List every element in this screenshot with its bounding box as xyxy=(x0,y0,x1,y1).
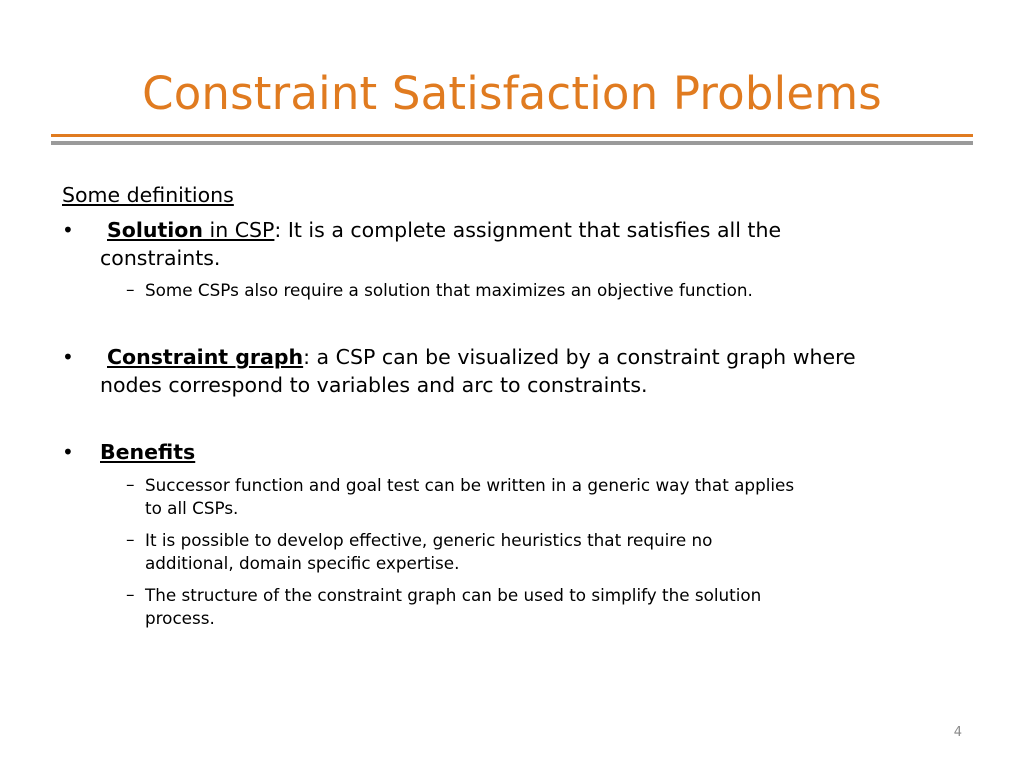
constraint-graph-definition-line2: nodes correspond to variables and arc to constraints. xyxy=(100,373,648,397)
bullet-marker: • xyxy=(62,345,74,369)
benefit-item-1-line1: Successor function and goal test can be written in a generic way that applies xyxy=(145,475,795,495)
slide-number: 4 xyxy=(953,725,962,740)
benefit-item-2-line1: It is possible to develop effective, generic heuristics that require no xyxy=(145,530,713,550)
title-rule-gray xyxy=(51,141,973,145)
intro-text: Some definitions xyxy=(62,183,234,207)
dash-marker: – xyxy=(126,530,135,550)
constraint-graph-definition-line1 xyxy=(107,344,856,371)
solution-subpoint: Some CSPs also require a solution that maximizes an objective function. xyxy=(145,280,753,300)
title-rule-orange xyxy=(51,134,973,137)
solution-text: : It is a complete assignment that satisfies all the xyxy=(274,218,782,242)
dash-marker: – xyxy=(126,475,135,495)
benefit-item-3-line2: process. xyxy=(145,608,215,628)
bullet-marker: • xyxy=(62,440,74,464)
solution-definition-line2: constraints. xyxy=(100,246,221,270)
benefit-item-2-line2: additional, domain specific expertise. xyxy=(145,553,460,573)
dash-marker: – xyxy=(126,585,135,605)
solution-definition-line1 xyxy=(107,217,781,244)
dash-marker: – xyxy=(126,280,135,300)
benefit-item-1-line2: to all CSPs. xyxy=(145,498,239,518)
slide-title: Constraint Satisfaction Problems xyxy=(142,67,882,120)
solution-qualifier: in CSP xyxy=(202,218,275,242)
constraint-graph-term: Constraint graph xyxy=(107,345,304,369)
benefits-term: Benefits xyxy=(100,440,196,464)
benefit-item-3-line1: The structure of the constraint graph can be used to simplify the solution xyxy=(145,585,762,605)
constraint-graph-text: : a CSP can be visualized by a constraint graph where xyxy=(303,345,856,369)
solution-term: Solution xyxy=(107,218,203,242)
bullet-marker: • xyxy=(62,218,74,242)
